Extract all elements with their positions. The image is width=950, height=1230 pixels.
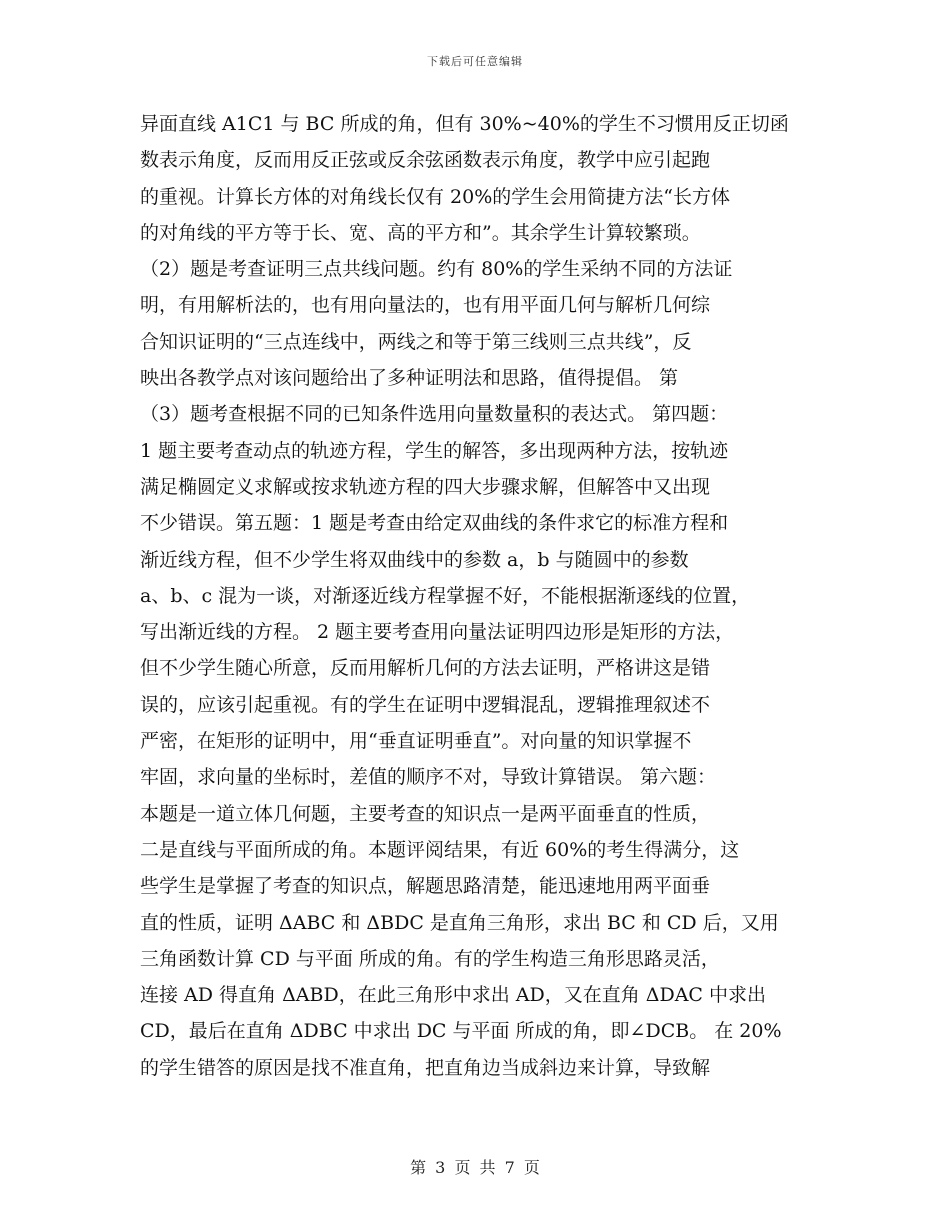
text-line: 直的性质，证明 ΔABC 和 ΔBDC 是直角三角形，求出 BC 和 CD 后，又用: [140, 911, 779, 934]
text-line: 明，有用解析法的，也有用向量法的，也有用平面几何与解析几何综: [140, 294, 711, 317]
text-line: 连接 AD 得直角 ΔABD，在此三角形中求出 AD，又在直角 ΔDAC 中求出: [140, 984, 766, 1007]
page-header: 下载后可任意编辑: [427, 55, 523, 68]
text-line: 的对角线的平方等于长、宽、高的平方和”。其余学生计算较繁琐。: [140, 221, 701, 244]
text-line: 数表示角度，反而用反正弦或反余弦函数表示角度，教学中应引起跑: [140, 149, 711, 172]
text-line: 合知识证明的“三点连线中，两线之和等于第三线则三点共线”，反: [140, 330, 692, 353]
text-line: 些学生是掌握了考查的知识点，解题思路清楚，能迅速地用两平面垂: [140, 875, 711, 898]
text-line: 写出渐近线的方程。 2 题主要考查用向量法证明四边形是矩形的方法，: [140, 621, 735, 644]
text-line: （3）题考查根据不同的已知条件选用向量数量积的表达式。 第四题：: [140, 403, 729, 426]
text-line: a、b、c 混为一谈，对渐逐近线方程掌握不好，不能根据渐逐线的位置，: [140, 584, 751, 607]
text-line: 满足椭圆定义求解或按求轨迹方程的四大步骤求解，但解答中又出现: [140, 475, 711, 498]
text-line: （2）题是考查证明三点共线问题。约有 80%的学生采纳不同的方法证: [140, 258, 733, 281]
text-line: 三角函数计算 CD 与平面 所成的角。有的学生构造三角形思路灵活，: [140, 947, 720, 970]
text-line: CD，最后在直角 ΔDBC 中求出 DC 与平面 所成的角，即∠DCB。 在 20%: [140, 1020, 782, 1043]
document-body: [140, 106, 820, 1086]
text-line: 二是直线与平面所成的角。本题评阅结果，有近 60%的考生得满分，这: [140, 838, 740, 861]
text-line: 严密，在矩形的证明中，用“垂直证明垂直”。对向量的知识掌握不: [140, 730, 692, 753]
text-line: 的重视。计算长方体的对角线长仅有 20%的学生会用简捷方法“长方体: [140, 185, 730, 208]
text-line: 1 题主要考查动点的轨迹方程，学生的解答，多出现两种方法，按轨迹: [140, 439, 729, 462]
page-number-footer: 第 3 页 共 7 页: [410, 1158, 540, 1177]
text-line: 误的，应该引起重视。有的学生在证明中逻辑混乱，逻辑推理叙述不: [140, 693, 711, 716]
text-line: 异面直线 A1C1 与 BC 所成的角，但有 30%~40%的学生不习惯用反正切函: [140, 113, 789, 135]
text-line: 的学生错答的原因是找不准直角，把直角边当成斜边来计算，导致解: [140, 1056, 711, 1079]
text-line: 映出各教学点对该问题给出了多种证明法和思路，值得提倡。 第: [140, 367, 679, 390]
text-line: 牢固，求向量的坐标时，差值的顺序不对，导致计算错误。 第六题：: [140, 766, 717, 789]
text-line: 不少错误。第五题：1 题是考查由给定双曲线的条件求它的标准方程和: [140, 512, 729, 535]
text-line: 渐近线方程，但不少学生将双曲线中的参数 a，b 与随圆中的参数: [140, 548, 689, 571]
text-line: 本题是一道立体几何题，主要考查的知识点一是两平面垂直的性质，: [140, 802, 711, 825]
text-line: 但不少学生随心所意，反而用解析几何的方法去证明，严格讲这是错: [140, 657, 711, 680]
